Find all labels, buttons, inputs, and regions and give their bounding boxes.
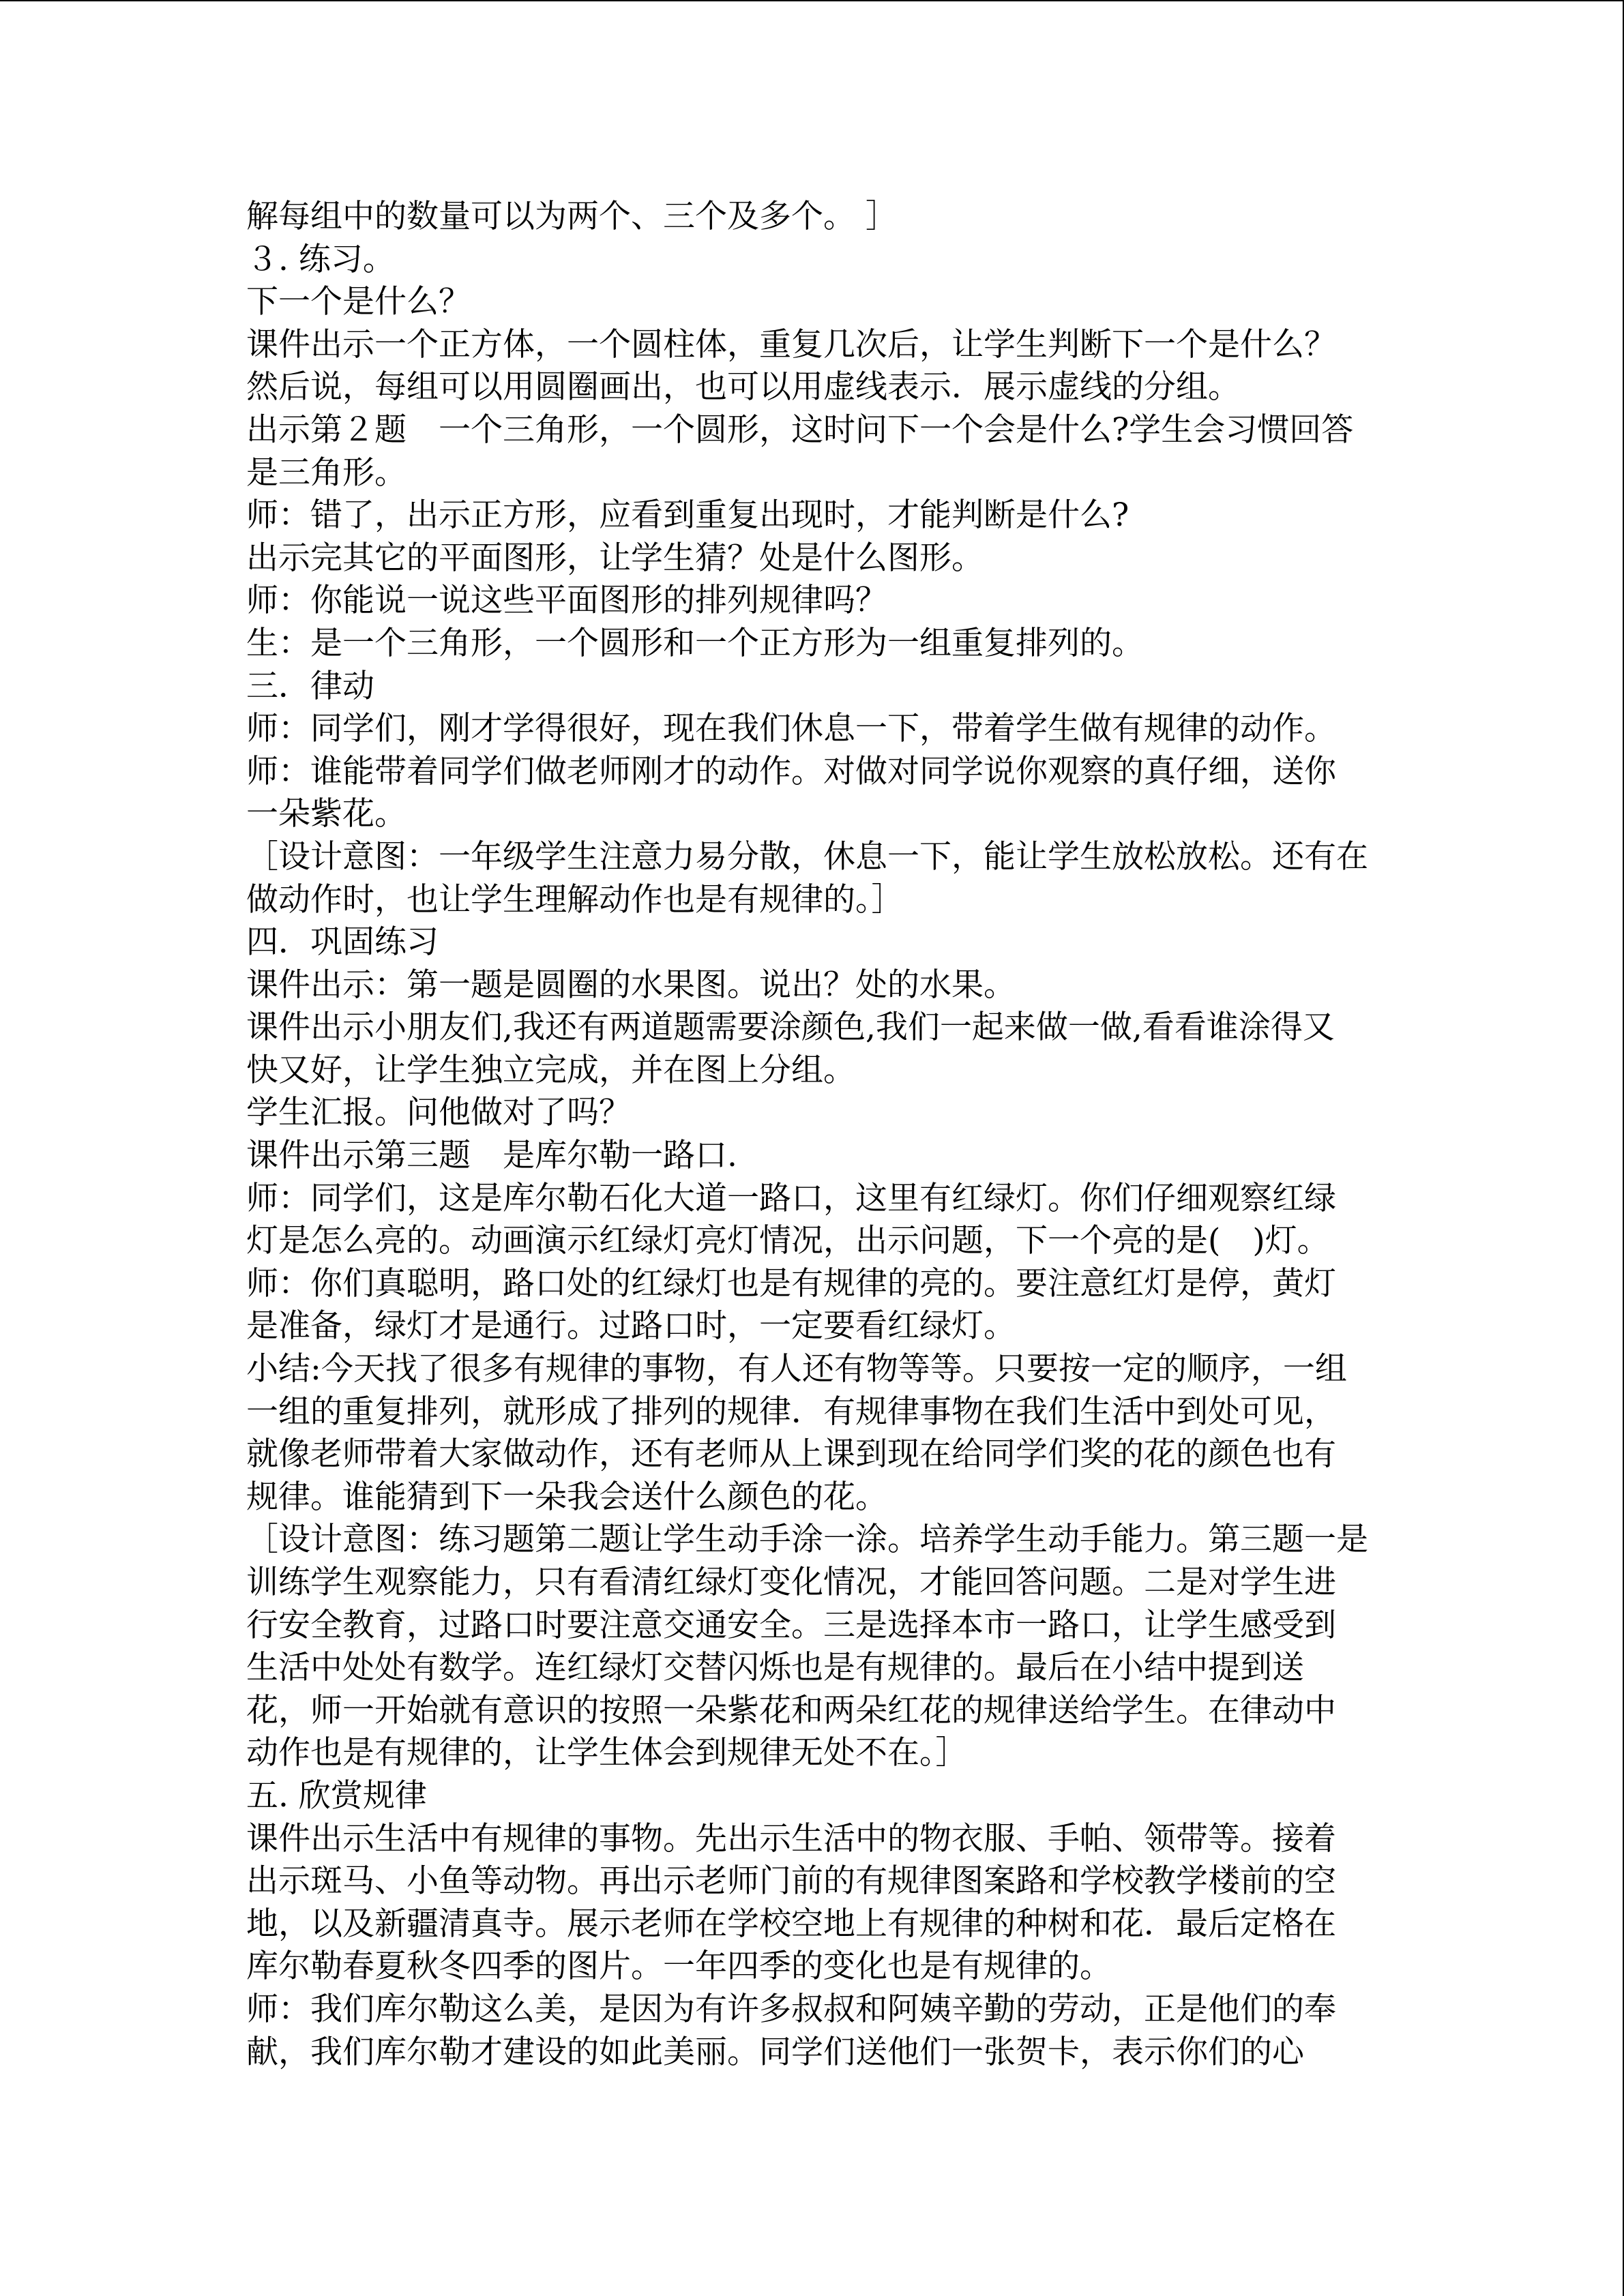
text-line: 训练学生观察能力，只有看清红绿灯变化情况，才能回答问题。二是对学生进 — [246, 1564, 1336, 1601]
text-line: 师：谁能带着同学们做老师刚才的动作。对做对同学说你观察的真仔细，送你 — [246, 752, 1336, 790]
text-line: 规律。谁能猜到下一朵我会送什么颜色的花。 — [246, 1478, 887, 1516]
text-line: 一朵紫花。 — [246, 795, 407, 833]
text-line: 动作也是有规律的，让学生体会到规律无处不在。］ — [246, 1734, 968, 1772]
text-line: 下一个是什么？ — [246, 283, 471, 321]
text-line: 学生汇报。问他做对了吗？ — [246, 1094, 631, 1132]
text-line: 师：同学们，刚才学得很好，现在我们休息一下，带着学生做有规律的动作。 — [246, 710, 1336, 748]
text-line: ３. 练习。 — [246, 240, 395, 278]
text-line: 课件出示：第一题是圆圈的水果图。说出？处的水果。 — [246, 966, 1016, 1004]
text-line: 师：错了，出示正方形，应看到重复出现时，才能判断是什么? — [246, 496, 1130, 535]
text-line: 灯是怎么亮的。动画演示红绿灯亮灯情况，出示问题，下一个亮的是( )灯。 — [246, 1222, 1329, 1260]
text-line: 是三角形。 — [246, 453, 407, 492]
section-heading: 三．律动 — [246, 667, 374, 705]
text-line: 师：你能说一说这些平面图形的排列规律吗？ — [246, 582, 887, 620]
text-line: ［设计意图：练习题第二题让学生动手涂一涂。培养学生动手能力。第三题一是 — [246, 1521, 1368, 1559]
text-line: 然后说，每组可以用圆圈画出，也可以用虚线表示．展示虚线的分组。 — [246, 368, 1240, 406]
text-line: 地，以及新疆清真寺。展示老师在学校空地上有规律的种树和花．最后定格在 — [246, 1905, 1336, 1943]
text-line: 课件出示生活中有规律的事物。先出示生活中的物衣服、手帕、领带等。接着 — [246, 1819, 1336, 1858]
text-line: 出示完其它的平面图形，让学生猜？处是什么图形。 — [246, 539, 984, 577]
text-line: 生活中处处有数学。连红绿灯交替闪烁也是有规律的。最后在小结中提到送 — [246, 1649, 1304, 1687]
text-line: 行安全教育，过路口时要注意交通安全。三是选择本市一路口，让学生感受到 — [246, 1606, 1336, 1644]
text-line: 课件出示一个正方体，一个圆柱体，重复几次后，让学生判断下一个是什么？ — [246, 325, 1336, 363]
text-line: 出示斑马、小鱼等动物。再出示老师门前的有规律图案路和学校教学楼前的空 — [246, 1862, 1336, 1900]
text-line: 献，我们库尔勒才建设的如此美丽。同学们送他们一张贺卡，表示你们的心 — [246, 2033, 1304, 2071]
text-line: 花，师一开始就有意识的按照一朵紫花和两朵红花的规律送给学生。在律动中 — [246, 1691, 1336, 1729]
text-line: 师：我们库尔勒这么美，是因为有许多叔叔和阿姨辛勤的劳动，正是他们的奉 — [246, 1990, 1336, 2028]
text-line: 解每组中的数量可以为两个、三个及多个。 ］ — [246, 198, 898, 235]
text-line: 做动作时，也让学生理解动作也是有规律的。］ — [246, 880, 904, 919]
text-line: 快又好，让学生独立完成，并在图上分组。 — [246, 1051, 855, 1089]
section-heading: 四．巩固练习 — [246, 923, 439, 961]
document-body — [246, 196, 1378, 2074]
text-line: 课件出示第三题 是库尔勒一路口. — [246, 1137, 737, 1175]
text-line: ［设计意图：一年级学生注意力易分散，休息一下，能让学生放松放松。还有在 — [246, 837, 1368, 876]
text-line: 生：是一个三角形，一个圆形和一个正方形为一组重复排列的。 — [246, 624, 1144, 662]
text-line: 师：同学们，这是库尔勒石化大道一路口，这里有红绿灯。你们仔细观察红绿 — [246, 1179, 1336, 1217]
text-line: 出示第２题 一个三角形，一个圆形，这时问下一个会是什么?学生会习惯回答 — [246, 411, 1354, 449]
section-heading: 五. 欣赏规律 — [246, 1776, 427, 1815]
text-line: 课件出示小朋友们,我还有两道题需要涂颜色,我们一起来做一做,看看谁涂得又 — [246, 1009, 1335, 1047]
text-line: 就像老师带着大家做动作，还有老师从上课到现在给同学们奖的花的颜色也有 — [246, 1435, 1336, 1474]
text-line: 是准备，绿灯才是通行。过路口时，一定要看红绿灯。 — [246, 1307, 1016, 1345]
text-line: 库尔勒春夏秋冬四季的图片。一年四季的变化也是有规律的。 — [246, 1948, 1112, 1986]
text-line: 师：你们真聪明，路口处的红绿灯也是有规律的亮的。要注意红灯是停，黄灯 — [246, 1264, 1336, 1302]
text-line: 一组的重复排列，就形成了排列的规律．有规律事物在我们生活中到处可见， — [246, 1392, 1336, 1431]
text-line: 小结:今天找了很多有规律的事物，有人还有物等等。只要按一定的顺序，一组 — [246, 1350, 1347, 1388]
